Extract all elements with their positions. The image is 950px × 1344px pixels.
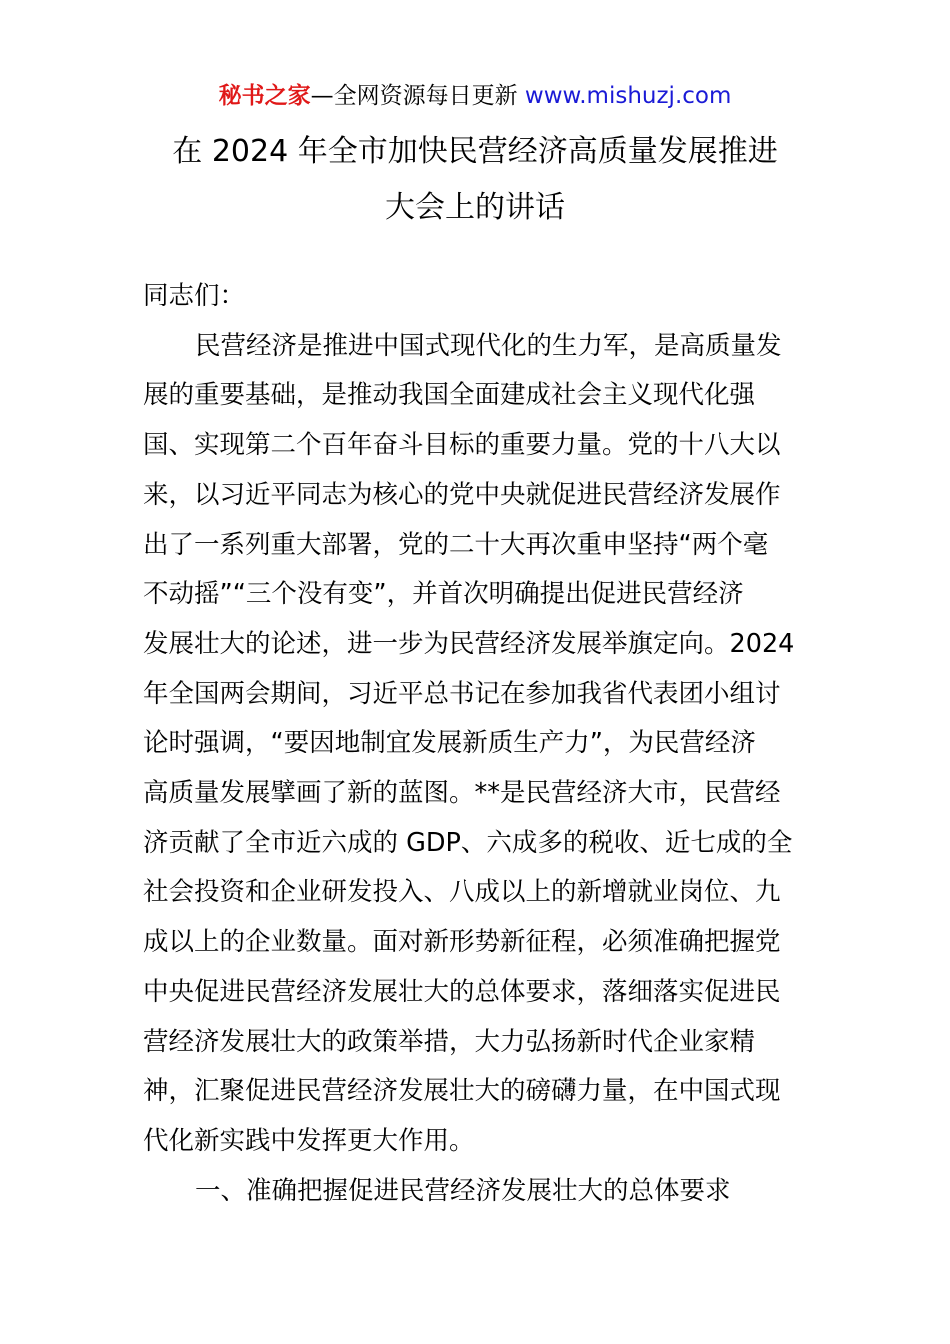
paragraph-line: 发展壮大的论述，进一步为民营经济发展举旗定向。2024 <box>143 628 795 659</box>
paragraph-line: 不动摇”“三个没有变”，并首次明确提出促进民营经济 <box>143 579 744 610</box>
paragraph-line: 年全国两会期间，习近平总书记在参加我省代表团小组讨 <box>143 678 781 709</box>
title-line-1: 在 2024 年全市加快民营经济高质量发展推进 <box>172 134 778 169</box>
paragraph-line: 论时强调，“要因地制宜发展新质生产力”，为民营经济 <box>143 728 756 759</box>
document-body <box>143 272 813 1216</box>
banner-tagline: —全网资源每日更新 <box>310 83 518 109</box>
paragraph-line: 成以上的企业数量。面对新形势新征程，必须准确把握党 <box>143 927 781 958</box>
document-title <box>0 124 950 236</box>
paragraph-line: 中央促进民营经济发展壮大的总体要求，落细落实促进民 <box>143 976 781 1007</box>
paragraph-line: 民营经济是推进中国式现代化的生力军，是高质量发 <box>195 330 782 361</box>
salutation: 同志们： <box>143 281 246 311</box>
paragraph-line: 神，汇聚促进民营经济发展壮大的磅礴力量，在中国式现 <box>143 1076 781 1107</box>
banner-brand: 秘书之家 <box>218 83 311 109</box>
paragraph-line: 营经济发展壮大的政策举措，大力弘扬新时代企业家精 <box>143 1026 756 1057</box>
banner-url-link[interactable]: www.mishuzj.com <box>524 83 732 109</box>
paragraph-line: 济贡献了全市近六成的 GDP、六成多的税收、近七成的全 <box>143 827 793 858</box>
paragraph-line: 社会投资和企业研发投入、八成以上的新增就业岗位、九 <box>143 877 781 908</box>
section-heading: 一、准确把握促进民营经济发展壮大的总体要求 <box>195 1175 731 1206</box>
paragraph-1 <box>143 322 813 1167</box>
paragraph-line: 代化新实践中发挥更大作用。 <box>143 1125 475 1156</box>
paragraph-line: 国、实现第二个百年奋斗目标的重要力量。党的十八大以 <box>143 430 781 461</box>
paragraph-line: 出了一系列重大部署，党的二十大再次重申坚持“两个毫 <box>143 529 769 560</box>
paragraph-line: 来，以习近平同志为核心的党中央就促进民营经济发展作 <box>143 479 781 510</box>
paragraph-line: 高质量发展擘画了新的蓝图。**是民营经济大市，民营经 <box>143 778 781 809</box>
paragraph-line: 展的重要基础，是推动我国全面建成社会主义现代化强 <box>143 380 756 411</box>
site-banner <box>0 80 950 112</box>
title-line-2: 大会上的讲话 <box>385 190 565 225</box>
